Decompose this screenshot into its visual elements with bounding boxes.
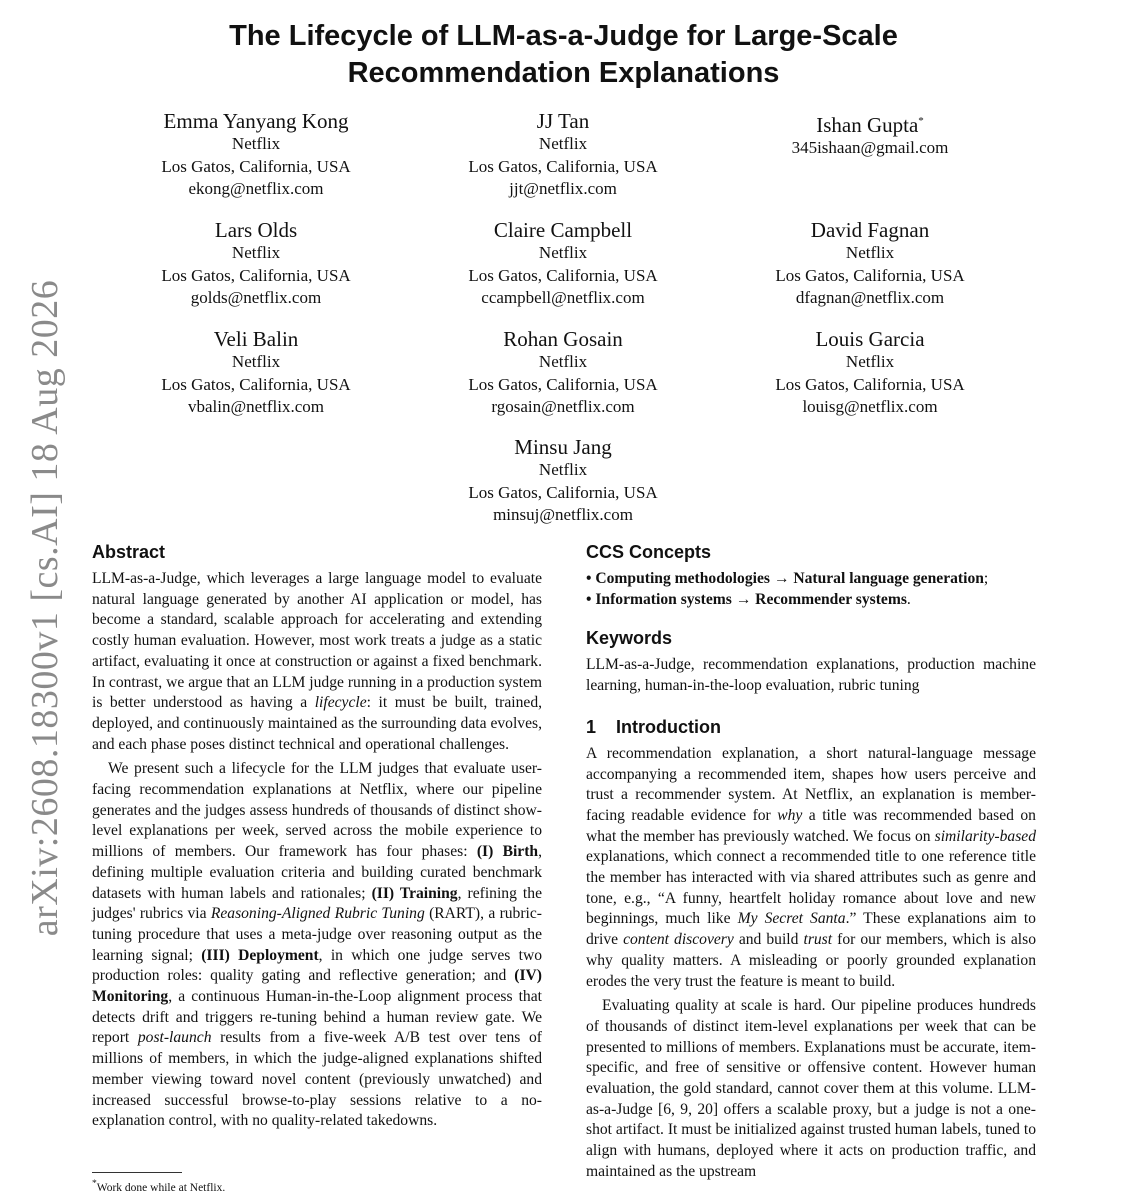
author-block bbox=[720, 218, 1020, 310]
author-email: jjt@netflix.com bbox=[509, 179, 617, 198]
emphasis-text: Reasoning-Aligned Rubric Tuning bbox=[210, 905, 425, 923]
intro-paragraph: Evaluating quality at scale is hard. Our pipeline produces hundreds of thousands of distinct item-level explanations per week that can be presented to millions of members. Explanations must be accurate, item-specific, and free of sensitive or offensive content. However human evaluation, the gold standard, cannot cover them at this volume. LLM-as-a-Judge [6, 9, 20] offers a scalable proxy, but a judge is not a one-shot artifact. It must be initialized against trusted human labels, tuned to align with humans, deployed where it acts on production traffic, and maintained as the upstream bbox=[586, 997, 1036, 1180]
author-location: Los Gatos, California, USA bbox=[468, 482, 658, 502]
emphasis-text: content discovery bbox=[623, 931, 734, 949]
author-block bbox=[413, 109, 713, 201]
footnote-marker: * bbox=[918, 115, 924, 127]
author-block bbox=[413, 435, 713, 527]
bold-text: (III) Deployment bbox=[201, 946, 319, 964]
bold-text: • Information systems → Recommender systems bbox=[586, 590, 907, 608]
keywords-text: LLM-as-a-Judge, recommendation explanations, production machine learning, human-in-the-loop evaluation, rubric tuning bbox=[586, 656, 1036, 695]
right-column bbox=[586, 540, 1036, 1183]
author-email: ekong@netflix.com bbox=[188, 179, 324, 198]
author-affiliation: Netflix bbox=[845, 352, 895, 371]
author-location: Los Gatos, California, USA bbox=[161, 156, 351, 176]
left-column bbox=[92, 540, 542, 1132]
text-run: explanations, which connect a recommended title to one reference title the member has interacted with via shared attributes such as genre and tone, e.g., “A funny, heartfelt holiday romance about love and new beginnings, much like bbox=[586, 848, 1036, 928]
footnote-rule bbox=[92, 1172, 182, 1173]
bold-text: (IV) Monitoring bbox=[92, 967, 542, 1006]
author-affiliation: Netflix bbox=[231, 134, 281, 153]
intro-paragraph bbox=[586, 744, 1036, 992]
bold-text: (I) Birth bbox=[476, 843, 539, 861]
abstract-paragraph bbox=[92, 759, 542, 1132]
text-run: results from a five-week A/B test over tens of millions of members, in which the judge-aligned explanations shifted member viewing toward novel content (previously unwatched) and increased successful browse-to-play sessions relative to a no-explanation control, with no quality-related takedowns. bbox=[92, 1029, 542, 1130]
author-affiliation: Netflix bbox=[538, 352, 588, 371]
text-run: LLM-as-a-Judge, which leverages a large language model to evaluate natural language generated by another AI application or model, has become a standard, scalable approach for accelerating and extending costly human evaluation. However, most work treats a judge as a static artifact, evaluating it once at construction or against a fixed benchmark. In contrast, we argue that an LLM judge running in a production system is better understood as having a bbox=[92, 570, 542, 712]
author-email: ccampbell@netflix.com bbox=[481, 288, 645, 307]
author-block bbox=[413, 327, 713, 419]
emphasis-text: why bbox=[777, 806, 803, 824]
footnote-text: Work done while at Netflix. bbox=[96, 1181, 226, 1194]
author-email: 345ishaan@gmail.com bbox=[791, 138, 949, 157]
author-name: Veli Balin bbox=[213, 327, 299, 351]
text-run: (RART), a rubric-tuning procedure that uses a meta-judge over reasoning output as the learning signal; bbox=[92, 905, 542, 964]
author-block bbox=[720, 109, 1020, 160]
author-name: Rohan Gosain bbox=[503, 327, 623, 351]
ccs-concept bbox=[586, 590, 1036, 611]
emphasis-text: post-launch bbox=[137, 1029, 212, 1047]
author-email: dfagnan@netflix.com bbox=[795, 288, 945, 307]
author-location: Los Gatos, California, USA bbox=[775, 265, 965, 285]
author-location: Los Gatos, California, USA bbox=[161, 374, 351, 394]
author-location: Los Gatos, California, USA bbox=[161, 265, 351, 285]
text-run: and build bbox=[733, 931, 804, 949]
author-email: minsuj@netflix.com bbox=[493, 505, 633, 524]
author-name bbox=[720, 109, 1020, 137]
ccs-concept bbox=[586, 569, 1036, 590]
text-run: for our members, which is also why quality matters. A misleading or poorly grounded explanation erodes the very trust the feature is meant to build. bbox=[586, 931, 1036, 990]
author-name: Minsu Jang bbox=[514, 435, 612, 459]
bold-text: (II) Training bbox=[371, 884, 458, 902]
author-name: Emma Yanyang Kong bbox=[163, 109, 349, 133]
author-block bbox=[106, 218, 406, 310]
author-location: Los Gatos, California, USA bbox=[468, 265, 658, 285]
author-email: golds@netflix.com bbox=[190, 288, 322, 307]
keywords-heading: Keywords bbox=[586, 628, 673, 649]
author-email: louisg@netflix.com bbox=[802, 397, 938, 416]
emphasis-text: similarity-based bbox=[934, 827, 1036, 845]
author-block bbox=[720, 327, 1020, 419]
paper-title: The Lifecycle of LLM-as-a-Judge for Large-Scale Recommendation Explanations bbox=[229, 20, 898, 89]
author-block bbox=[106, 327, 406, 419]
author-name-text: Ishan Gupta bbox=[816, 113, 919, 137]
emphasis-text: trust bbox=[803, 931, 833, 949]
author-name: JJ Tan bbox=[536, 109, 590, 133]
author-name: Claire Campbell bbox=[493, 218, 633, 242]
arxiv-identifier-text: arXiv:2608.18300v1 [cs.AI] 18 Aug 2026 bbox=[24, 279, 66, 937]
text-run: We present such a lifecycle for the LLM judges that evaluate user-facing recommendation explanations at Netflix, where our pipeline generates and the judges assess hundreds of thousands of distinct show-level explanations per week, served across the mobile experience to millions of members. Our framework has four phases: bbox=[92, 760, 542, 861]
text-run: A recommendation explanation, a short natural-language message accompanying a recommended item, shapes how users perceive and trust a recommender system. At Netflix, an explanation is member-facing readable evidence for bbox=[586, 744, 1036, 824]
text-run: , in which one judge serves two production roles: quality gating and reflective generation; and bbox=[92, 946, 542, 985]
author-name: Lars Olds bbox=[214, 218, 298, 242]
text-run: . bbox=[906, 590, 911, 608]
abstract-heading: Abstract bbox=[92, 542, 166, 562]
text-run: .” These explanations aim to drive bbox=[586, 910, 1036, 949]
footnote-marker: * bbox=[92, 1178, 97, 1189]
footnote bbox=[92, 1178, 225, 1194]
author-affiliation: Netflix bbox=[538, 134, 588, 153]
author-affiliation: Netflix bbox=[845, 243, 895, 262]
ccs-heading: CCS Concepts bbox=[586, 542, 712, 562]
author-location: Los Gatos, California, USA bbox=[775, 374, 965, 394]
text-run: a title was recommended based on what the member has previously watched. We focus on bbox=[586, 806, 1036, 845]
text-run: ; bbox=[983, 570, 989, 587]
intro-heading: 1 Introduction bbox=[586, 716, 721, 737]
author-block bbox=[106, 109, 406, 201]
author-affiliation: Netflix bbox=[231, 243, 281, 262]
abstract-paragraph bbox=[92, 569, 542, 755]
text-run: , refining the judges' rubrics via bbox=[92, 884, 542, 923]
text-run: , a continuous Human-in-the-Loop alignment process that detects drift and triggers re-tuning behind a human review gate. We report bbox=[92, 988, 542, 1047]
author-location: Los Gatos, California, USA bbox=[468, 374, 658, 394]
author-affiliation: Netflix bbox=[538, 243, 588, 262]
bold-text: • Computing methodologies → Natural language generation bbox=[586, 570, 984, 587]
emphasis-text: lifecycle bbox=[314, 694, 367, 712]
author-location: Los Gatos, California, USA bbox=[468, 156, 658, 176]
arxiv-identifier bbox=[14, 279, 76, 937]
emphasis-text: My Secret Santa bbox=[737, 910, 846, 928]
text-run: : it must be built, trained, deployed, and continuously maintained as the surrounding data evolves, and each phase poses distinct technical and operational challenges. bbox=[92, 694, 543, 753]
text-run: , defining multiple evaluation criteria and building curated benchmark datasets with human labels and rationales; bbox=[92, 843, 542, 902]
author-affiliation: Netflix bbox=[231, 352, 281, 371]
author-name: Louis Garcia bbox=[815, 327, 925, 351]
author-block bbox=[413, 218, 713, 310]
author-affiliation: Netflix bbox=[538, 460, 588, 479]
author-email: rgosain@netflix.com bbox=[491, 397, 635, 416]
author-email: vbalin@netflix.com bbox=[187, 397, 325, 416]
author-name: David Fagnan bbox=[810, 218, 930, 242]
